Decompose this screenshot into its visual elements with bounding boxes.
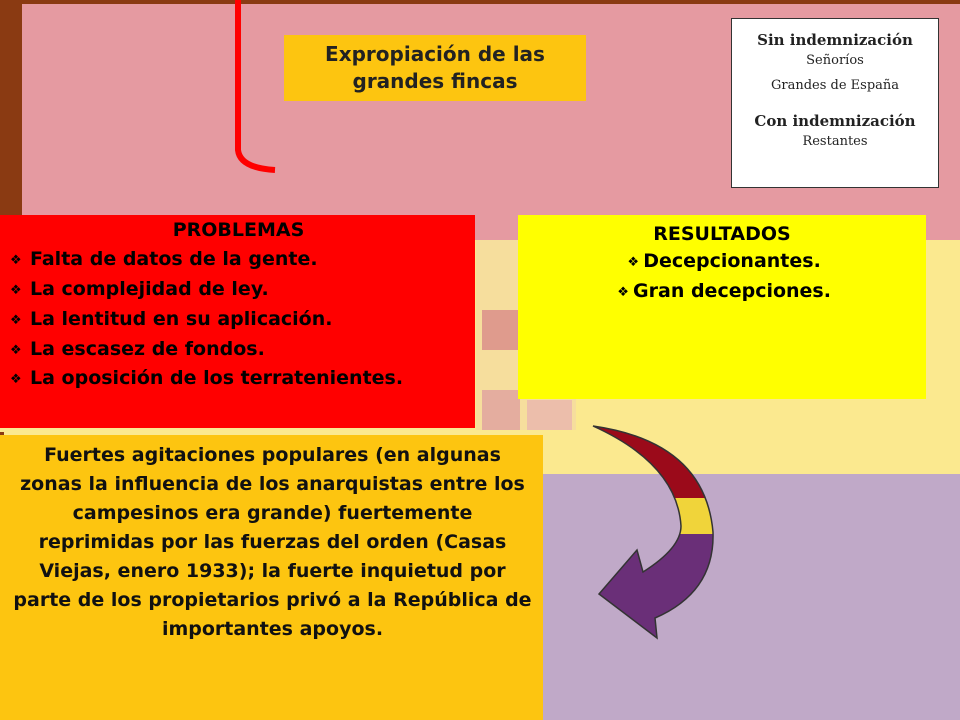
bracket-line-icon: [0, 0, 300, 200]
agitation-text: Fuertes agitaciones populares (en algunas zonas la influencia de los anarquistas entre los campesinos era grande) fuertemente reprimidas por las fuerzas del orden (Casas Viejas, enero 1933); la fuerte inquietud por parte de los propietarios privó a la República de importantes apoyos.: [13, 444, 532, 640]
list-item: [10, 275, 467, 305]
diamond-bullet-icon: ❖: [10, 313, 22, 328]
problems-box: [0, 215, 475, 428]
legend-item: Grandes de España: [770, 78, 900, 93]
results-heading: RESULTADOS: [653, 223, 791, 245]
legend-item: Restantes: [802, 134, 868, 149]
list-item: [10, 335, 467, 365]
results-box: [518, 215, 926, 399]
list-item: [518, 277, 926, 307]
result-text: Gran decepciones.: [633, 280, 831, 302]
diamond-bullet-icon: ❖: [10, 343, 22, 358]
problem-text: La complejidad de ley.: [30, 278, 269, 300]
diamond-bullet-icon: ❖: [627, 255, 640, 270]
problem-text: La oposición de los terratenientes.: [30, 367, 404, 389]
list-item: [10, 245, 467, 275]
problem-text: La lentitud en su aplicación.: [30, 308, 333, 330]
problems-heading: PROBLEMAS: [172, 219, 305, 241]
compensation-legend: [731, 18, 939, 188]
title-box: [284, 35, 586, 101]
diamond-bullet-icon: ❖: [10, 283, 22, 298]
problem-text: Falta de datos de la gente.: [30, 248, 318, 270]
legend-heading-without: Sin indemnización: [757, 31, 913, 49]
list-item: [518, 247, 926, 277]
list-item: [10, 365, 467, 393]
diamond-bullet-icon: ❖: [10, 253, 22, 268]
result-text: Decepcionantes.: [643, 250, 821, 272]
list-item: [10, 305, 467, 335]
page-title: Expropiación de las grandes fincas: [325, 42, 545, 93]
curved-arrow-icon: [585, 422, 725, 642]
agitation-box: [0, 435, 543, 720]
legend-heading-with: Con indemnización: [754, 112, 916, 130]
legend-item: Señoríos: [806, 53, 864, 68]
diamond-bullet-icon: ❖: [617, 285, 629, 300]
diamond-bullet-icon: ❖: [10, 372, 22, 387]
problem-text: La escasez de fondos.: [30, 338, 265, 360]
